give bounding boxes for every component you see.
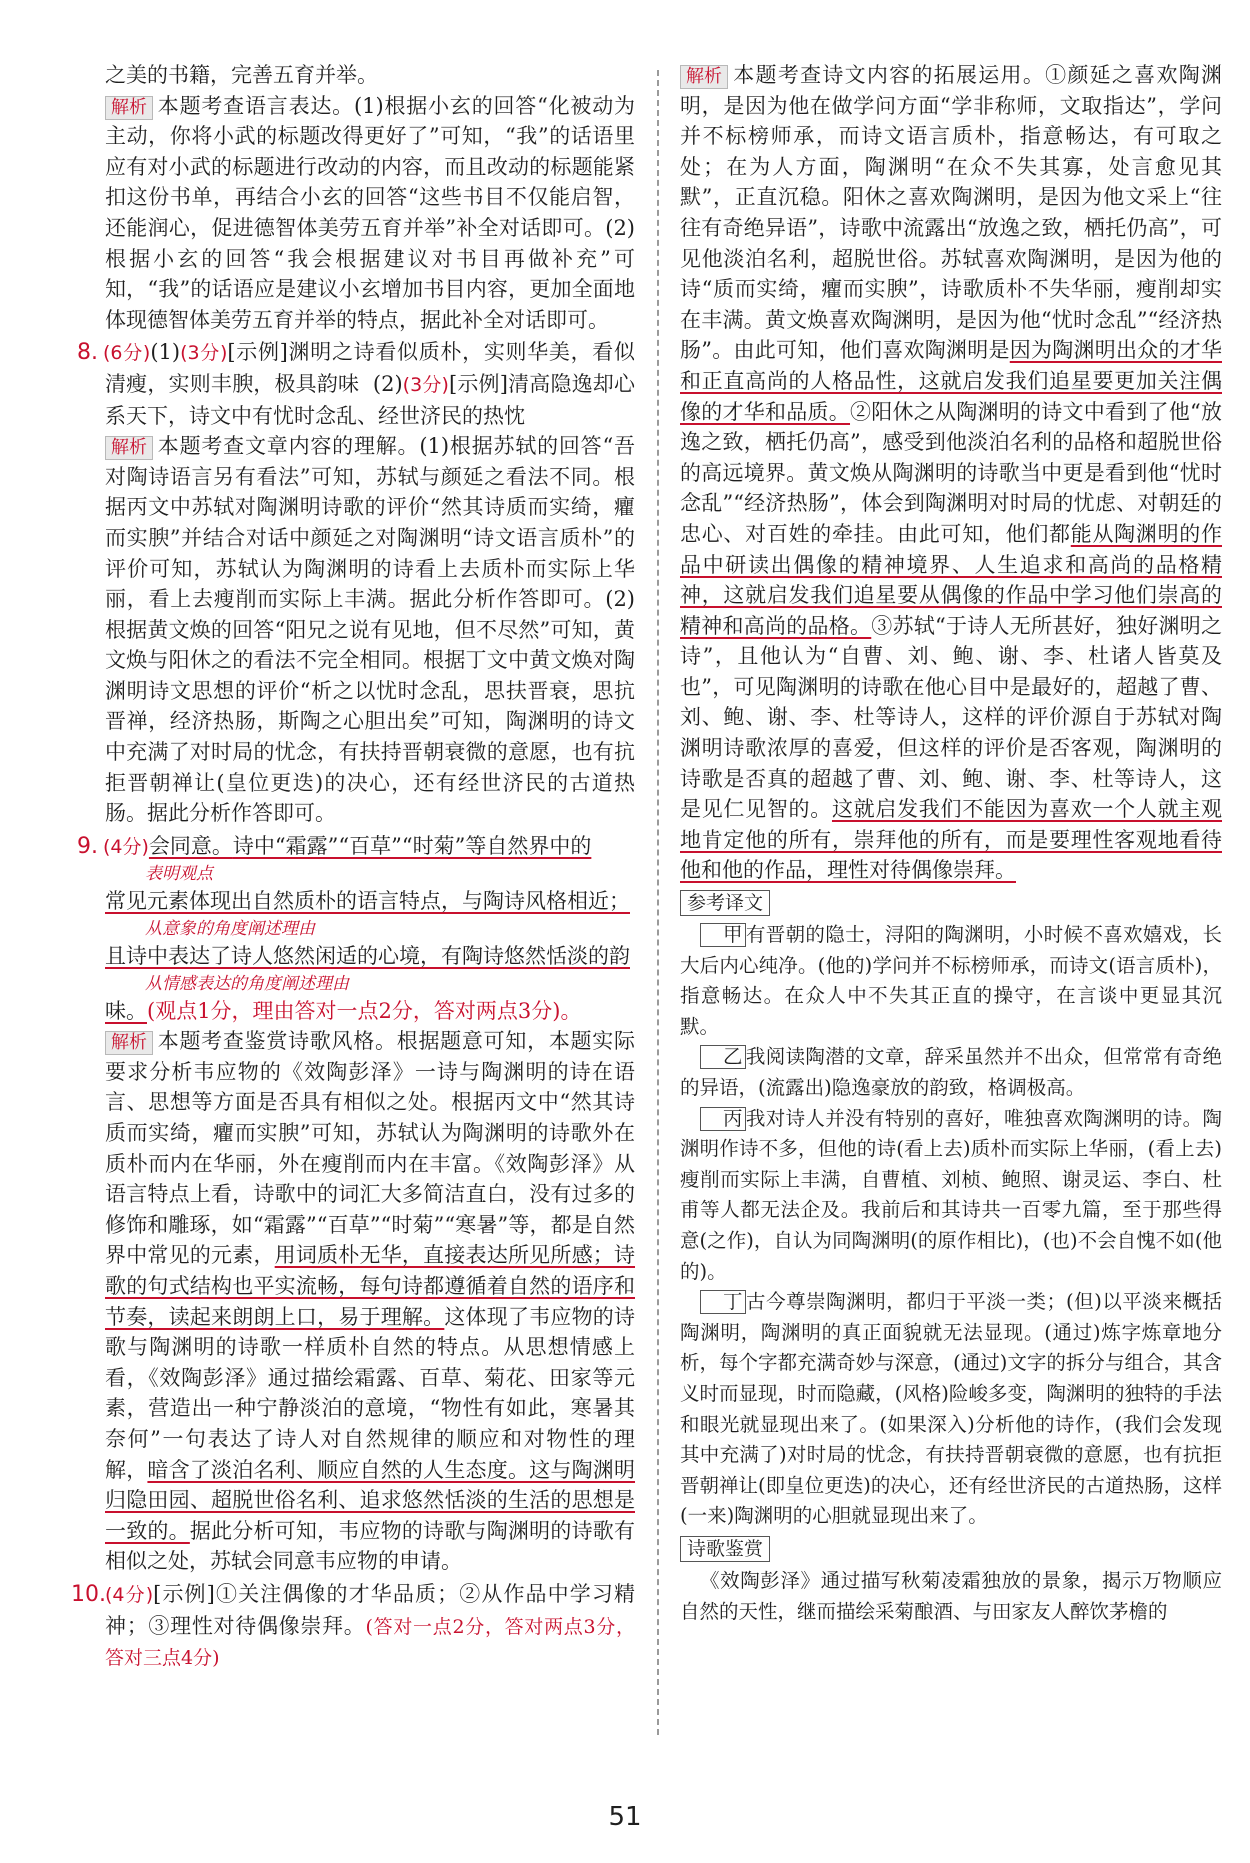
q10-points: (4分) <box>105 1583 154 1606</box>
handwritten-note-emotion: 从情感表达的角度阐述理由 <box>145 973 349 994</box>
analysis-tag: 解析 <box>105 96 153 120</box>
q9-answer: 9. (4分)会同意。诗中“霜露”“百草”“时菊”等自然界中的 <box>105 831 635 863</box>
handwritten-note-viewpoint: 表明观点 <box>145 864 213 885</box>
q10-answer: 10.(4分)[示例]①关注偶像的才华品质；②从作品中学习精神；③理性对待偶像崇拜。(答对一点2分，答对两点3分，答对三点4分) <box>71 1581 636 1670</box>
poetry-appreciation-text: 《效陶彭泽》通过描写秋菊凌霜独放的景象，揭示万物顺应自然的天性，继而描绘采菊酿酒、与田家友人醉饮茅檐的 <box>680 1568 1222 1623</box>
q10-number: 10. <box>71 1581 106 1607</box>
page-number: 51 <box>608 1802 642 1832</box>
q8-analysis: 解析 本题考查文章内容的理解。(1)根据苏轼的回答“吾对陶诗语言另有看法”可知，苏轼与颜延之看法不同。根据丙文中苏轼对陶渊明诗歌的评价“然其诗质而实绮，癯而实腴”并结合对话中颜延之对陶渊明“诗文语言质朴”的评价可知，苏轼认为陶渊明的诗看上去质朴而实际上华丽，看上去瘦削而实际上丰满。据此分析作答即可。(2)根据黄文焕的回答“阳兄之说有见地，但不尽然”可知，黄文焕与阳休之的看法不完全相同。根据丁文中黄文焕对陶渊明诗文思想的评价“析之以忧时念乱，思扶晋衰，思抗晋禅，经济热肠，斯陶之心胆出矣”可知，陶渊明的诗文中充满了对时局的忧念，有扶持晋朝衰微的意愿，也有抗拒晋朝禅让(皇位更迭)的决心，还有经世济民的古道热肠。据此分析作答即可。 <box>105 434 635 826</box>
q8-points: (6分) <box>103 342 151 365</box>
q9-score-rule: (观点1分，理由答对一点2分，答对两点3分)。 <box>147 998 582 1023</box>
q9-answer-line3: 且诗中表达了诗人悠然闲适的心境，有陶诗悠然恬淡的韵 <box>105 944 630 969</box>
analysis-tag: 解析 <box>105 1031 153 1055</box>
handwritten-note-imagery: 从意象的角度阐述理由 <box>145 919 315 940</box>
reference-translation-heading: 参考译文 <box>680 890 770 916</box>
analysis-tag: 解析 <box>680 65 728 89</box>
poetry-appreciation-heading: 诗歌鉴赏 <box>680 1536 770 1562</box>
left-column <box>71 60 636 1674</box>
q9-points: (4分) <box>103 835 149 858</box>
q10-score-rule: (答对一点2分，答对两点3分，答对三点4分) <box>105 1615 636 1670</box>
q9-number: 9. <box>77 833 98 859</box>
q8-number: 8. <box>77 340 98 366</box>
q10-analysis: 解析 本题考查诗文内容的拓展运用。①颜延之喜欢陶渊明，是因为他在做学问方面“学非称师，文取指达”，学问并不标榜师承，而诗文语言质朴，指意畅达，有可取之处；在为人方面，陶渊明“在众不失其寡，处言愈见其默”，正直沉稳。阳休之喜欢陶渊明，是因为他文采上“往往有奇绝异语”，诗歌中流露出“放逸之致，栖托仍高”，可见他淡泊名利，超脱世俗。苏轼喜欢陶渊明，是因为他的诗“质而实绮，癯而实腴”，诗歌质朴不失华丽，瘦削却实在丰满。黄文焕喜欢陶渊明，是因为他“忧时念乱”“经济热肠”。由此可知，他们喜欢陶渊明是因为陶渊明出众的才华和正直高尚的人格品性，这就启发我们追星要更加关注偶像的才华和品质。②阳休之从陶渊明的诗文中看到了他“放逸之致，栖托仍高”，感受到他淡泊名利的品格和超脱世俗的高远境界。黄文焕从陶渊明的诗歌当中更是看到他“忧时念乱”“经济热肠”，体会到陶渊明对时局的忧虑、对朝廷的忠心、对百姓的牵挂。由此可知，他们都能从陶渊明的作品中研读出偶像的精神境界、人生追求和高尚的品格精神，这就启发我们追星要从偶像的作品中学习他们崇高的精神和高尚的品格。③苏轼“于诗人无所甚好，独好渊明之诗”，且他认为“自曹、刘、鲍、谢、李、杜诸人皆莫及也”，可见陶渊明的诗歌在他心目中是最好的，超越了曹、刘、鲍、谢、李、杜等诗人，这样的评价源自于苏轼对陶渊明诗歌浓厚的喜爱，但这样的评价是否客观，陶渊明的诗歌是否真的超越了曹、刘、鲍、谢、李、杜等诗人，这是见仁见智的。这就启发我们不能因为喜欢一个人就主观地肯定他的所有，崇拜他的所有，而是要理性客观地看待他和他的作品，理性对待偶像崇拜。 <box>680 63 1223 883</box>
right-column <box>680 60 1222 1627</box>
translation-bing: 丙 我对诗人并没有特别的喜好，唯独喜欢陶渊明的诗。陶渊明作诗不多，但他的诗(看上去)质朴而实际上华丽，(看上去)瘦削而实际上丰满，自曹植、刘桢、鲍照、谢灵运、李白、杜甫等人都无法企及。我前后和其诗共一百零九篇，至于那些得意(之作)，自认为同陶渊明(的原作相比)，(也)不会自愧不如(他的)。 <box>680 1106 1222 1283</box>
translation-ding: 丁 古今尊崇陶渊明，都归于平淡一类；(但)以平淡来概括陶渊明，陶渊明的真正面貌就无法显现。(通过)炼字炼章地分析，每个字都充满奇妙与深意，(通过)文字的拆分与组合，其含义时而显现，时而隐藏，(风格)险峻多变，陶渊明的独特的手法和眼光就显现出来了。(如果深入)分析他的诗作，(我们会发现其中充满了)对时局的忧念，有扶持晋朝衰微的意愿，也有抗拒晋朝禅让(即皇位更迭)的决心，还有经世济民的古道热肠，这样(一来)陶渊明的心胆就显现出来了。 <box>680 1290 1222 1528</box>
q7-answer-tail: 之美的书籍，完善五育并举。 <box>105 63 378 87</box>
q9-answer-line2: 常见元素体现出自然质朴的语言特点，与陶诗风格相近； <box>105 889 630 914</box>
column-divider <box>657 70 659 1735</box>
q7-analysis: 解析 本题考查语言表达。(1)根据小玄的回答“化被动为主动，你将小武的标题改得更好了”可知，“我”的话语里应有对小武的标题进行改动的内容，而且改动的标题能紧扣这份书单，再结合小玄的回答“这些书目不仅能启智，还能润心，促进德智体美劳五育并举”补全对话即可。(2)根据小玄的回答“我会根据建议对书目再做补充”可知，“我”的话语应是建议小玄增加书目内容，更加全面地体现德智体美劳五育并举的特点，据此补全对话即可。 <box>105 93 635 332</box>
q9-answer-line4: 味。(观点1分，理由答对一点2分，答对两点3分)。 <box>105 998 582 1023</box>
q9-analysis: 解析 本题考查鉴赏诗歌风格。根据题意可知，本题实际要求分析韦应物的《效陶彭泽》一诗与陶渊明的诗在语言、思想等方面是否具有相似之处。根据丙文中“然其诗质而实绮，癯而实腴”可知，苏轼认为陶渊明的诗歌外在质朴而内在华丽，外在瘦削而内在丰富。《效陶彭泽》从语言特点上看，诗歌中的词汇大多简洁直白，没有过多的修饰和雕琢，如“霜露”“百草”“时菊”“寒暑”等，都是自然界中常见的元素，用词质朴无华，直接表达所见所感；诗歌的句式结构也平实流畅，每句诗都遵循着自然的语序和节奏，读起来朗朗上口，易于理解。这体现了韦应物的诗歌与陶渊明的诗歌一样质朴自然的特点。从思想情感上看，《效陶彭泽》通过描绘霜露、百草、菊花、田家等元素，营造出一种宁静淡泊的意境，“物性有如此，寒暑其奈何”一句表达了诗人对自然规律的顺应和对物性的理解，暗含了淡泊名利、顺应自然的人生态度。这与陶渊明归隐田园、超脱世俗名利、追求悠然恬淡的生活的思想是一致的。据此分析可知，韦应物的诗歌与陶渊明的诗歌有相似之处，苏轼会同意韦应物的申请。 <box>105 1029 636 1574</box>
q8-answer: 8. (6分)(1)(3分)[示例]渊明之诗看似质朴，实则华美，看似清瘦，实则丰腴，极具韵味 (2)(3分)[示例]清高隐逸却心系天下，诗文中有忧时念乱、经世济民的热忱 <box>77 340 635 428</box>
analysis-tag: 解析 <box>105 436 153 460</box>
translation-yi: 乙 我阅读陶潜的文章，辞采虽然并不出众，但常常有奇绝的异语，(流露出)隐逸豪放的韵致，格调极高。 <box>680 1045 1222 1099</box>
translation-jia: 甲 有晋朝的隐士，浔阳的陶渊明，小时候不喜欢嬉戏，长大后内心纯净。(他的)学问并不标榜师承，而诗文(语言质朴)，指意畅达。在众人中不失其正直的操守，在言谈中更显其沉默。 <box>680 923 1222 1038</box>
